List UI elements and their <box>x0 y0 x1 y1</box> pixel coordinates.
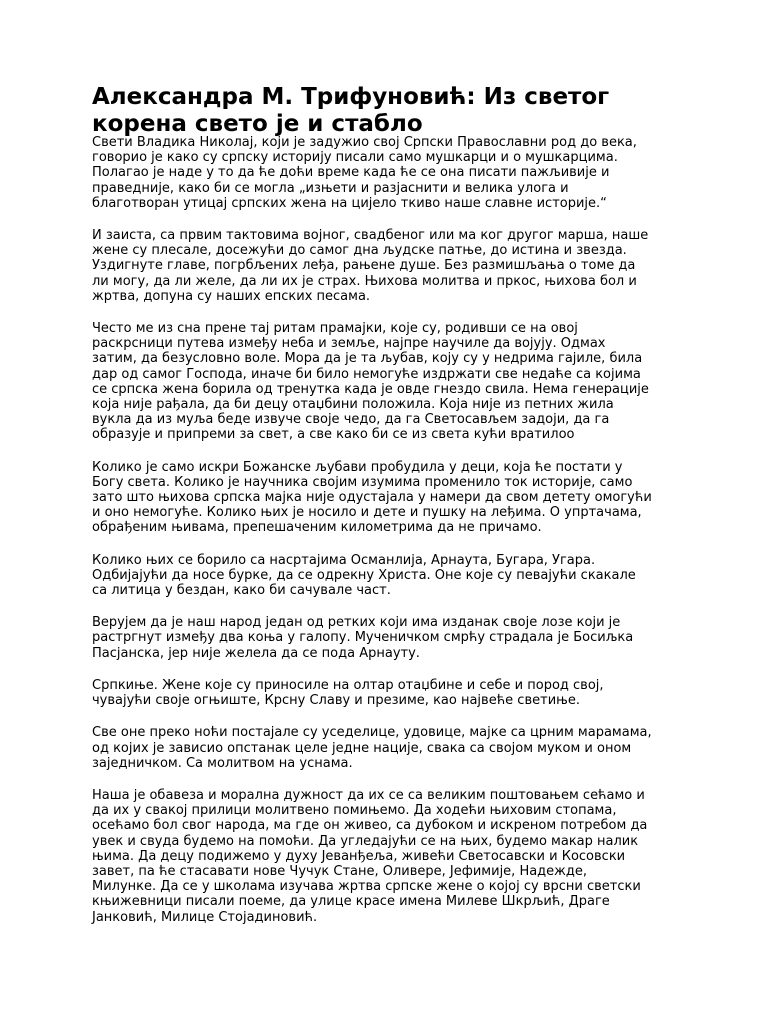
paragraph-line: Све оне преко ноћи постајале су уседелице, удовице, мајке са црним марамама, <box>92 725 652 741</box>
paragraph-line: са литица у бездан, како би сачувале част. <box>92 583 391 599</box>
paragraph-line: књижевници писали поеме, да улице красе имена Милеве Шкрљић, Драге <box>92 894 610 910</box>
paragraph-line: жене су плесале, досежући до самог дна људске патње, до истина и звезда. <box>92 243 627 259</box>
paragraph-line: праведније, како би се могла „изњети и разјаснити и велика улога и <box>92 180 569 196</box>
paragraph-line: њима. Да децу подижемо у духу Јеванђеља, живећи Светосавски и Косовски <box>92 848 626 864</box>
paragraph-line: увек и свуда будемо на помоћи. Да угледајући се на њих, будемо макар налик <box>92 833 639 849</box>
paragraph-line: Наша је обавеза и морална дужност да их се са великим поштовањем сећамо и <box>92 787 645 803</box>
paragraph-line: Пасјанска, јер није желела да се пода Арнауту. <box>92 645 420 661</box>
paragraph-line: зато што њихова српска мајка није одустајала у намери да свом детету омогући <box>92 490 652 506</box>
body-paragraph <box>92 321 682 443</box>
body-paragraph <box>92 678 682 708</box>
paragraph-line: Милунке. Да се у школама изучава жртва српске жене о којој су врсни светски <box>92 879 641 895</box>
paragraph-line: Српкиње. Жене које су приносиле на олтар отаџбине и себе и пород свој, <box>92 677 604 693</box>
paragraph-line: Полагао је наде у то да ће доћи време када ће се она писати пажљивије и <box>92 165 610 181</box>
body-paragraph <box>92 725 682 771</box>
paragraph-line: благотворан утицај српских жена на цијело ткиво наше славне историје.“ <box>92 195 607 211</box>
paragraph-line: Богу света. Колико је научника својим изумима променило ток историје, само <box>92 474 633 490</box>
paragraph-line: Свети Владика Николај, који је задужио свој Српски Православни род до века, <box>92 135 637 150</box>
paragraph-line: се српска жена борила од тренутка када је овде гнездо свила. Нема генерације <box>92 381 649 397</box>
paragraph-line: Често ме из сна прене тај ритам прамајки, које су, родивши се на овој <box>92 321 578 337</box>
body-paragraph <box>92 135 682 211</box>
paragraph-line: која није рађала, да би децу отаџбини положила. Која није из петних жила <box>92 397 614 413</box>
paragraph-line: чувајући своје огњиште, Крсну Славу и презиме, као највеће светиње. <box>92 693 580 709</box>
paragraph-line: образује и припреми за свет, а све како би се из света кући вратилоо <box>92 427 575 443</box>
paragraph-line: дар од самог Господа, иначе би било немогуће издржати све недаће са којима <box>92 366 641 382</box>
article-title <box>92 84 682 138</box>
paragraph-line: говорио је како су српску историју писали само мушкарци и о мушкарцима. <box>92 150 618 166</box>
paragraph-line: Одбијајући да носе бурке, да се одрекну Христа. Оне које су певајући скакале <box>92 567 636 583</box>
paragraph-line: растргнут између два коња у галопу. Мученичком смрћу страдала је Босиљка <box>92 630 634 646</box>
paragraph-line: и оно немогуће. Колико њих је носило и дете и пушку на леђима. О упртачама, <box>92 505 642 521</box>
paragraph-line: Јанковић, Милице Стојадиновић. <box>92 909 318 925</box>
paragraph-line: жртва, допуна су наших епских песама. <box>92 288 371 304</box>
paragraph-line: Уздигнуте главе, погрбљених леђа, рањене душе. Без размишљања о томе да <box>92 258 636 274</box>
body-paragraph <box>92 788 682 925</box>
body-paragraph <box>92 460 682 536</box>
paragraph-line: од којих је зависио опстанак целе једне нације, свака са својом муком и оном <box>92 740 632 756</box>
paragraph-line: раскрсници путева између неба и земље, најпре научиле да војују. Одмах <box>92 336 606 352</box>
paragraph-line: вукла да из муља беде извуче своје чедо, да га Светосављем задоји, да га <box>92 412 610 428</box>
paragraph-line: Верујем да је наш народ један од ретких који има изданак своје лозе који је <box>92 615 621 631</box>
article-body <box>92 135 682 925</box>
title-line: корена свето је и стабло <box>92 111 423 137</box>
paragraph-line: завет, па ће стасавати нове Чучук Стане, Оливере, Јефимије, Надежде, <box>92 863 587 879</box>
body-paragraph <box>92 553 682 599</box>
document-page <box>92 84 682 942</box>
paragraph-line: обрађеним њивама, препешаченим километрима да не причамо. <box>92 520 542 536</box>
paragraph-line: заједничком. Са молитвом на уснама. <box>92 755 353 771</box>
paragraph-line: осећамо бол свог народа, ма где он живео, са дубоком и искреном потребом да <box>92 818 648 834</box>
paragraph-line: И заиста, са првим тактовима војног, свадбеног или ма ког другог марша, наше <box>92 228 649 244</box>
body-paragraph <box>92 228 682 304</box>
title-line: Александра М. Трифуновић: Из светог <box>92 84 610 110</box>
paragraph-line: ли могу, да ли желе, да ли их је страх. Њихова молитва и пркос, њихова бол и <box>92 273 637 289</box>
paragraph-line: да их у свакој прилици молитвено помињемо. Да ходећи њиховим стопама, <box>92 803 617 819</box>
body-paragraph <box>92 615 682 661</box>
paragraph-line: затим, да безусловно воле. Мора да је та љубав, коју су у недрима гајиле, била <box>92 351 643 367</box>
paragraph-line: Колико је само искри Божанске љубави пробудила у деци, која ће постати у <box>92 459 623 475</box>
paragraph-line: Колико њих се борило са насртајима Османлија, Арнаута, Бугара, Угара. <box>92 552 596 568</box>
